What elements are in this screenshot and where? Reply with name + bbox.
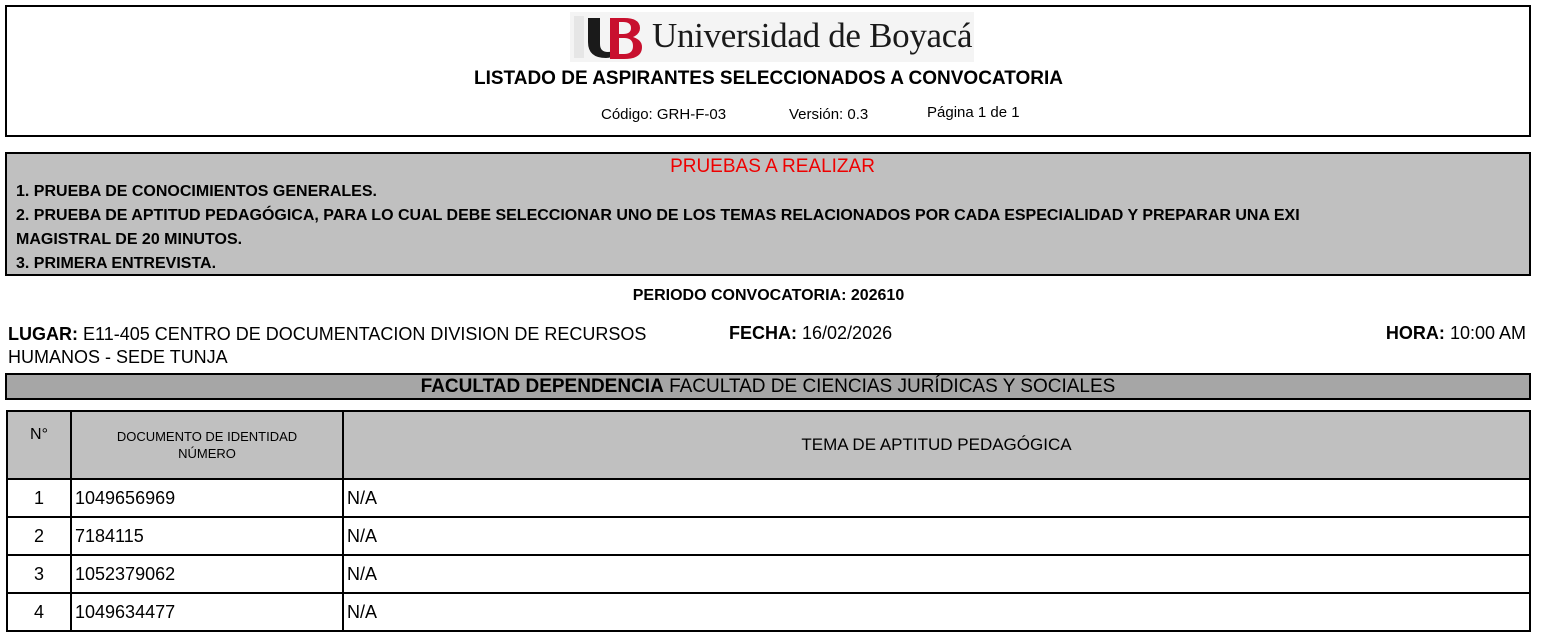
row-number: 4 bbox=[7, 593, 71, 631]
faculty-value: FACULTAD DE CIENCIAS JURÍDICAS Y SOCIALES bbox=[669, 376, 1116, 397]
document-version: Versión: 0.3 bbox=[789, 106, 869, 123]
date-value: 16/02/2026 bbox=[802, 323, 893, 343]
column-header-document-line2: NÚMERO bbox=[178, 446, 236, 461]
table-row bbox=[7, 555, 1530, 593]
column-header-number: N° bbox=[7, 411, 71, 479]
table-row bbox=[7, 593, 1530, 631]
logo-text: Universidad de Boyacá bbox=[652, 16, 973, 55]
column-header-topic: TEMA DE APTITUD PEDAGÓGICA bbox=[343, 411, 1530, 479]
time-value: 10:00 AM bbox=[1449, 323, 1526, 343]
time-label: HORA: bbox=[1385, 323, 1445, 343]
table-row bbox=[7, 517, 1530, 555]
test-item: MAGISTRAL DE 20 MINUTOS. bbox=[16, 231, 243, 248]
test-item: 3. PRIMERA ENTREVISTA. bbox=[16, 255, 217, 272]
faculty-bar bbox=[5, 373, 1531, 400]
row-topic: N/A bbox=[343, 479, 1530, 517]
place-value: E11-405 CENTRO DE DOCUMENTACION DIVISION DE RECURSOS HUMANOS - SEDE TUNJA bbox=[8, 324, 647, 367]
row-number: 3 bbox=[7, 555, 71, 593]
column-header-document-line1: DOCUMENTO DE IDENTIDAD bbox=[116, 429, 298, 444]
row-document: 7184115 bbox=[71, 517, 343, 555]
row-topic: N/A bbox=[343, 555, 1530, 593]
period-heading: PERIODO CONVOCATORIA: 202610 bbox=[632, 287, 905, 304]
candidates-table bbox=[6, 410, 1531, 632]
table-row bbox=[7, 479, 1530, 517]
place-label: LUGAR: bbox=[8, 324, 78, 344]
date-label: FECHA: bbox=[729, 323, 797, 343]
document-code: Código: GRH-F-03 bbox=[601, 106, 727, 123]
document-title: LISTADO DE ASPIRANTES SELECCIONADOS A CONVOCATORIA bbox=[473, 68, 1064, 89]
test-item: 1. PRUEBA DE CONOCIMIENTOS GENERALES. bbox=[16, 183, 377, 200]
row-document: 1049656969 bbox=[71, 479, 343, 517]
tests-list bbox=[16, 180, 1528, 272]
place-info bbox=[8, 323, 648, 369]
row-topic: N/A bbox=[343, 593, 1530, 631]
date-info bbox=[729, 323, 892, 344]
page-indicator: Página 1 de 1 bbox=[927, 104, 1020, 121]
row-topic: N/A bbox=[343, 517, 1530, 555]
row-document: 1049634477 bbox=[71, 593, 343, 631]
column-header-document bbox=[71, 411, 343, 479]
faculty-label: FACULTAD DEPENDENCIA bbox=[420, 376, 664, 397]
row-document: 1052379062 bbox=[71, 555, 343, 593]
row-number: 2 bbox=[7, 517, 71, 555]
test-item: 2. PRUEBA DE APTITUD PEDAGÓGICA, PARA LO CUAL DEBE SELECCIONAR UNO DE LOS TEMAS RELACIONADOS POR CADA ESPECIALIDAD Y PREPARAR UNA EXI bbox=[16, 207, 1300, 224]
row-number: 1 bbox=[7, 479, 71, 517]
time-info bbox=[1386, 323, 1526, 344]
tests-title: PRUEBAS A REALIZAR bbox=[670, 156, 875, 177]
table-header-row bbox=[7, 411, 1530, 479]
